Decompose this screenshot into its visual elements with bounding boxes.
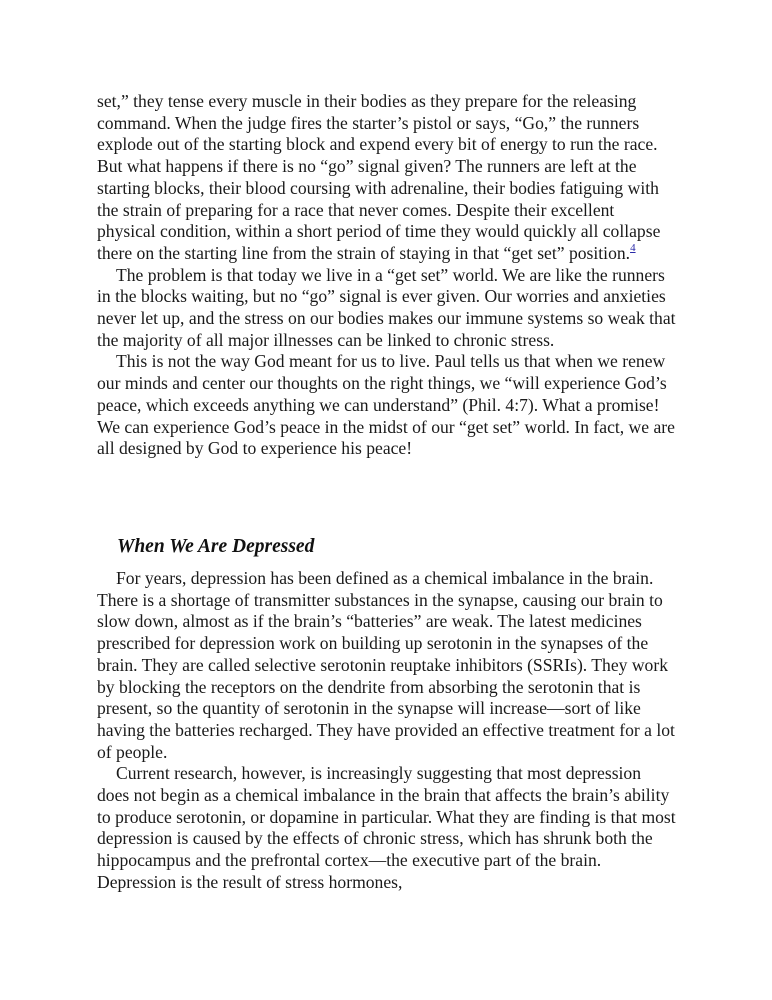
paragraph-get-set [97,91,677,265]
text-block-depression [97,568,677,894]
footnote-reference-link[interactable]: 4 [630,241,636,254]
paragraph-current-research: Current research, however, is increasingly suggesting that most depression does not begin as a chemical imbalance in the brain that affects the brain’s ability to produce serotonin, or dopamine in particular. What they are finding is that most depression is caused by the effects of chronic stress, which has shrunk both the hippocampus and the prefrontal cortex—the executive part of the brain. Depression is the result of stress hormones, [97,763,676,892]
section-heading: When We Are Depressed [117,536,315,557]
paragraph-gods-peace: This is not the way God meant for us to live. Paul tells us that when we renew our minds and center our thoughts on the right things, we “will experience God’s peace, which exceeds anything we can understand” (Phil. 4:7). What a promise! We can experience God’s peace in the midst of our “get set” world. In fact, we are all designed by God to experience his peace! [97,351,675,459]
paragraph-get-set-world: The problem is that today we live in a “get set” world. We are like the runners in the blocks waiting, but no “go” signal is ever given. Our worries and anxieties never let up, and the stress on our bodies makes our immune systems so weak that the majority of all major illnesses can be linked to chronic stress. [97,264,676,350]
paragraph-get-set-text: set,” they tense every muscle in their bodies as they prepare for the releasing command. When the judge fires the starter’s pistol or says, “Go,” the runners explode out of the starting block and expend every bit of energy to run the race. But what happens if there is no “go” signal given? The runners are left at the starting blocks, their blood coursing with adrenaline, their bodies fatiguing with the strain of preparing for a race that never comes. Despite their excellent physical condition, within a short period of time they would quickly all collapse there on the starting line from the strain of staying in that “get set” position. [97,91,661,263]
paragraph-chemical-imbalance: For years, depression has been defined as a chemical imbalance in the brain. There is a shortage of transmitter substances in the synapse, causing our brain to slow down, almost as if the brain’s “batteries” are weak. The latest medicines prescribed for depression work on building up serotonin in the synapses of the brain. They are called selective serotonin reuptake inhibitors (SSRIs). They work by blocking the receptors on the dendrite from absorbing the serotonin that is present, so the quantity of serotonin in the synapse will increase—sort of like having the batteries recharged. They have provided an effective treatment for a lot of people. [97,568,675,762]
text-block-stress [97,91,677,460]
